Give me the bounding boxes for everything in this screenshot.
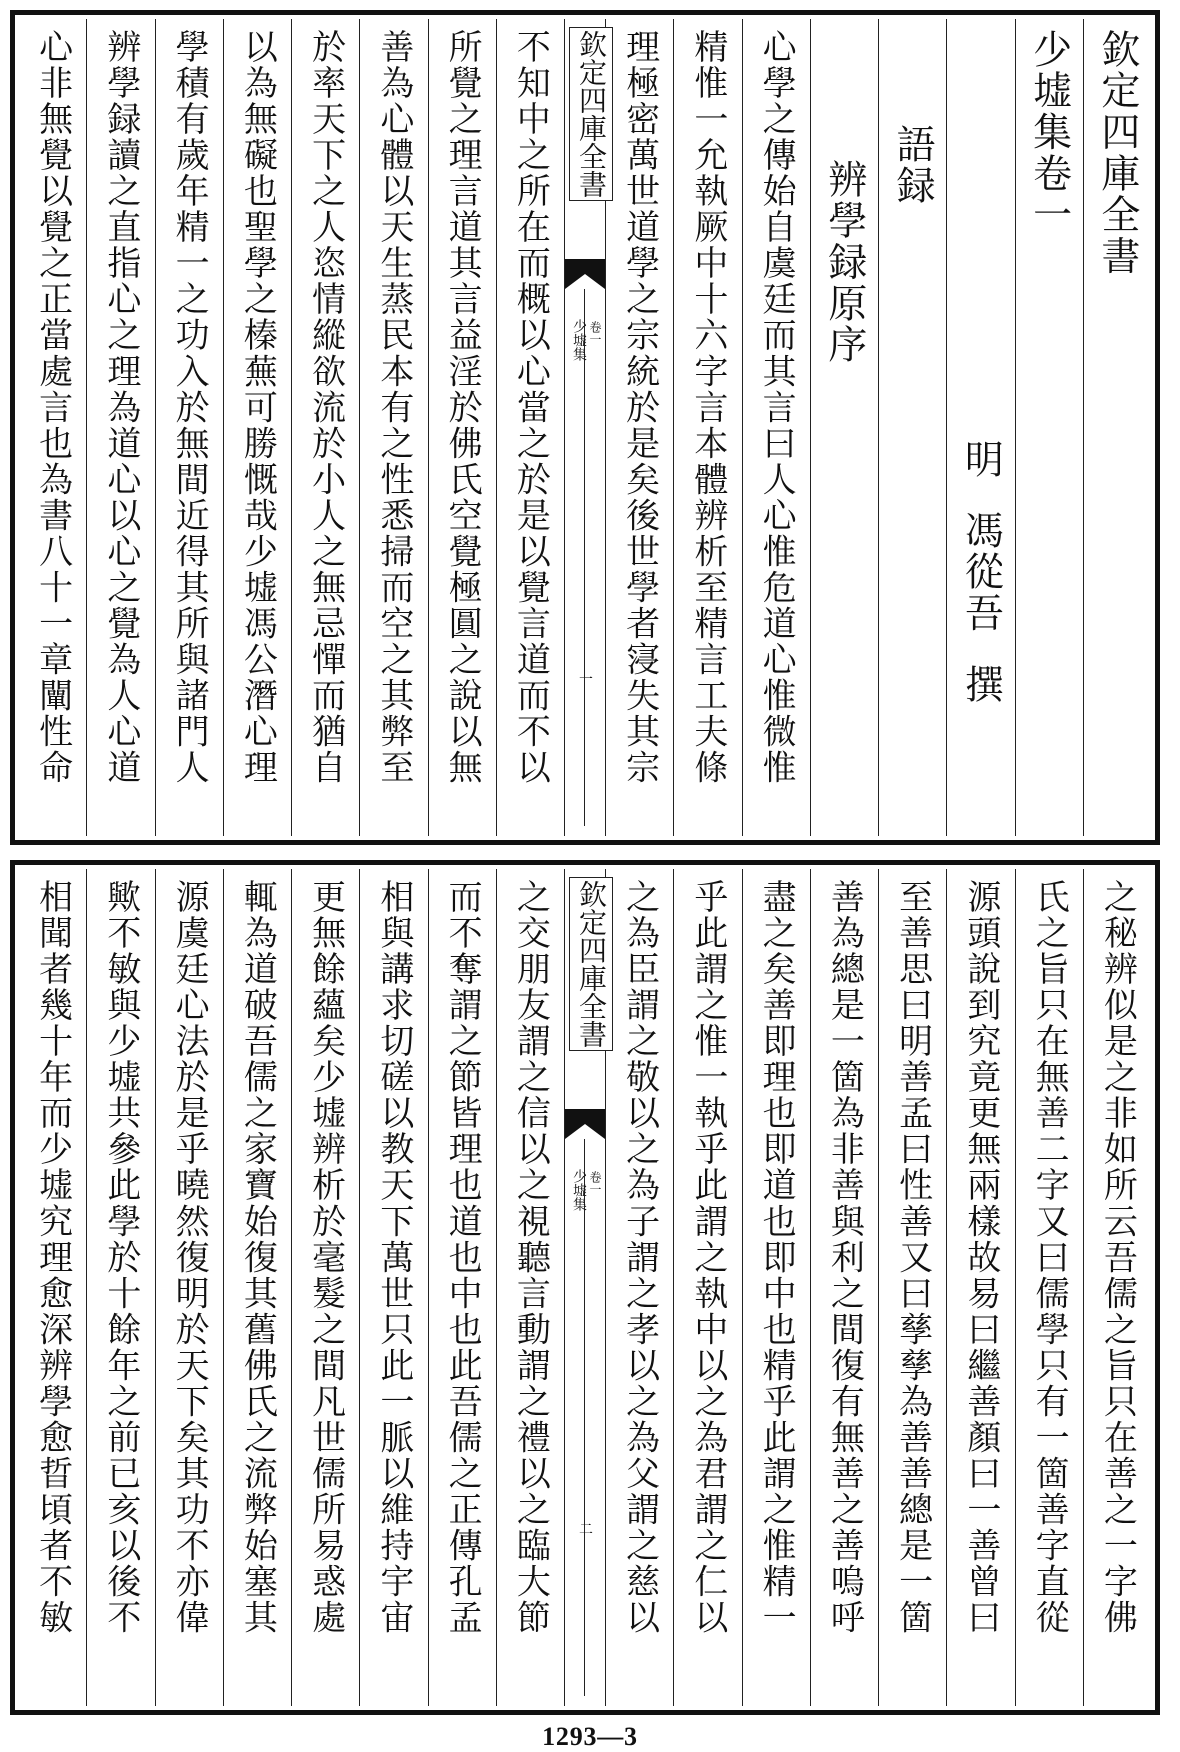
- fold-volume: 卷一: [588, 1171, 602, 1195]
- text-column: 心非無覺以覺之正當處言也為書八十一章闡性命: [32, 29, 73, 786]
- top-page: [10, 10, 1160, 845]
- section-heading: 語録: [890, 124, 936, 207]
- text-column: 理極密萬世道學之宗統於是矣後世學者寖失其宗: [605, 19, 673, 836]
- text-column: 善為總是一箇為非善與利之間復有無善之善嗚呼: [810, 869, 878, 1706]
- text-column: 氏之旨只在無善二字又曰儒學只有一箇善字直從: [1015, 869, 1083, 1706]
- fold-title: 欽定四庫全書: [569, 877, 613, 1051]
- text-column: 相與講求切磋以教天下萬世只此一脈以維持宇宙: [359, 869, 427, 1706]
- text-column: 學積有歲年精一之功入於無間近得其所與諸門人: [155, 19, 223, 836]
- text-column: 盡之矣善即理也即道也即中也精乎此謂之惟精一: [742, 869, 810, 1706]
- text-column: 於率天下之人恣情縱欲流於小人之無忌憚而猶自: [291, 19, 359, 836]
- text-column: 之為臣謂之敬以之為子謂之孝以之為父謂之慈以: [605, 869, 673, 1706]
- preface-title: 辨學録原序: [821, 159, 867, 366]
- top-columns: [19, 19, 1151, 836]
- author-column: [946, 19, 1014, 836]
- bottom-columns: [19, 869, 1151, 1706]
- fold-volume: 卷一: [588, 321, 602, 345]
- text-column: 更無餘蘊矣少墟辨析於毫髮之間凡世儒所易惑處: [291, 869, 359, 1706]
- fishtail-mark: [565, 1109, 605, 1139]
- section-heading-column: [878, 19, 946, 836]
- text-column: 歟不敏與少墟共參此學於十餘年之前已亥以後不: [86, 869, 154, 1706]
- fold-folio: 二: [579, 1522, 593, 1538]
- text-column: 源虞廷心法於是乎曉然復明於天下矣其功不亦偉: [155, 869, 223, 1706]
- text-column: 善為心體以天生蒸民本有之性悉掃而空之其弊至: [359, 19, 427, 836]
- volume-title: 少墟集卷一: [1026, 29, 1072, 236]
- author-role: 撰: [958, 664, 1004, 706]
- text-column: 心學之傳始自虞廷而其言曰人心惟危道心惟微惟: [742, 19, 810, 836]
- text-column: 之交朋友謂之信以之視聽言動謂之禮以之臨大節: [496, 869, 564, 1706]
- text-column: 精惟一允執厥中十六字言本體辨析至精言工夫條: [673, 19, 741, 836]
- fold-collection: 少墟集: [571, 1169, 587, 1211]
- fold-folio: 一: [579, 672, 593, 688]
- text-column: 辨學録讀之直指心之理為道心以心之覺為人心道: [86, 19, 154, 836]
- fold-column: [564, 19, 608, 836]
- text-column: 而不奪謂之節皆理也道也中也此吾儒之正傳孔孟: [428, 869, 496, 1706]
- fold-rule: [584, 1139, 585, 1696]
- text-column: 至善思曰明善孟曰性善又曰孳孳為善善總是一箇: [878, 869, 946, 1706]
- text-column: 以為無礙也聖學之榛蕪可勝慨哉少墟馮公潛心理: [223, 19, 291, 836]
- text-column: 乎此謂之惟一執乎此謂之執中以之為君謂之仁以: [673, 869, 741, 1706]
- author-dynasty: 明: [958, 439, 1004, 481]
- page-number: 1293—3: [542, 1722, 638, 1751]
- fold-title: 欽定四庫全書: [569, 27, 613, 201]
- author-name: 馮從吾: [958, 510, 1004, 635]
- text-column: 相聞者幾十年而少墟究理愈深辨學愈晢頃者不敏: [32, 879, 73, 1636]
- text-column: 源頭說到究竟更無兩樣故易曰繼善顏曰一善曾曰: [946, 869, 1014, 1706]
- text-column: 輒為道破吾儒之家寶始復其舊佛氏之流弊始塞其: [223, 869, 291, 1706]
- title-column-2: [1015, 19, 1083, 836]
- title-column-1: [1083, 19, 1151, 836]
- fold-column: [564, 869, 608, 1706]
- collection-title: 欽定四庫全書: [1094, 29, 1140, 278]
- fishtail-mark: [565, 259, 605, 289]
- bottom-page: [10, 860, 1160, 1715]
- text-column: 不知中之所在而概以心當之於是以覺言道而不以: [496, 19, 564, 836]
- preface-title-column: [810, 19, 878, 836]
- text-column: 所覺之理言道其言益淫於佛氏空覺極圓之說以無: [428, 19, 496, 836]
- fold-rule: [584, 289, 585, 826]
- fold-collection: 少墟集: [571, 319, 587, 361]
- text-column: 之秘辨似是之非如所云吾儒之旨只在善之一字佛: [1083, 869, 1151, 1706]
